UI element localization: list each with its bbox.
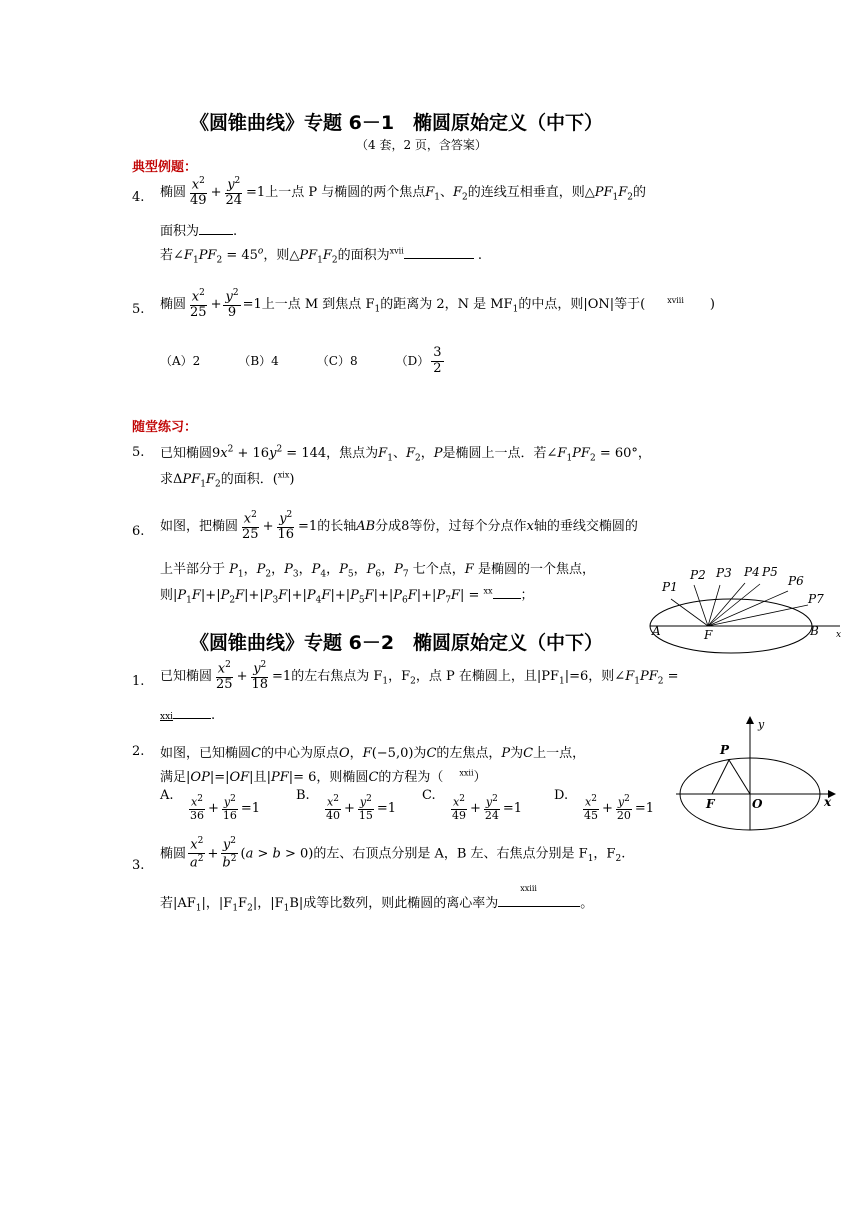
segment-pf: [712, 760, 729, 794]
section-heading-practice: 随堂练习：: [132, 420, 198, 435]
question-6-line-3: 则$|P_1F|+|P_2F|+|P_3F|+|P_4F|+|P_5F|+|P_6F|+|P_7F| = ^{xx}$ ；: [160, 586, 534, 606]
y-axis-arrow-icon: [746, 716, 754, 724]
label-p7: P7: [808, 592, 824, 606]
question-5-options: （A）2 （B）4 （C）8 （D） $\frac{3}{2}$: [160, 345, 442, 376]
label-b: B: [810, 624, 819, 638]
option-a: $\frac{x^2}{36}$ + $\frac{y^2}{16}$ =1: [190, 794, 261, 823]
label-x: x: [836, 630, 842, 640]
section-heading-examples: 典型例题：: [132, 160, 198, 175]
label-p2: P2: [690, 568, 706, 582]
question-3-line-1: 椭圆 $\frac{x^2}{a^2}$ + $\frac{y^2}{b^2}$ (a > b > 0)的左、右顶点分别是 A，B 左、右焦点分别是 $F_1$，$F_2$.: [160, 836, 626, 871]
ellipse-figure-2: [672, 712, 842, 832]
segment-po: [729, 760, 750, 794]
question-number: 1.: [132, 674, 145, 689]
label-a: A: [652, 624, 661, 638]
question-4-line-3: 若$\angle F_1PF_2 = 45^o$，则$\triangle PF_1F_2$的面积为$^{xvii}$ .: [160, 246, 483, 266]
label-f: F: [706, 797, 715, 811]
page-subtitle: （4 套，2 页，含答案）: [356, 138, 487, 152]
label-p4: P4: [744, 565, 760, 579]
question-3-line-2: 若$|AF_1|$，$|F_1F_2|$，$|F_1B|$成等比数列，则此椭圆的离心率为 xxiii 。: [160, 884, 594, 914]
question-5b-line-2: 求$\Delta PF_1F_2$的面积．($^{xix}$): [160, 470, 295, 490]
question-number: 2.: [132, 744, 145, 759]
label-p: P: [720, 743, 730, 757]
label-p5: P5: [762, 565, 778, 579]
question-1-line-1: 已知椭圆 $\frac{x^2}{25}$ + $\frac{y^2}{18}$ =1的左右焦点为 $F_1$，$F_2$，点 P 在椭圆上，且$|PF_1|=6$，则$\angle F_1PF_2$ =: [160, 660, 679, 693]
label-f: F: [704, 628, 713, 642]
question-6-line-1: 如图，把椭圆 $\frac{x^2}{25}$ + $\frac{y^2}{16}$ =1的长轴AB分成8等份，过每个分点作x轴的垂线交椭圆的: [160, 510, 638, 543]
question-2-line-2: 满足|OP|=|OF|且|PF|= 6，则椭圆C的方程为（ $^{xxii}$）: [160, 768, 487, 785]
option-d: $\frac{x^2}{45}$ + $\frac{y^2}{20}$ =1: [584, 794, 655, 823]
question-number: 6.: [132, 524, 145, 539]
label-p3: P3: [716, 566, 732, 580]
label-x: x: [824, 795, 832, 809]
focal-lines: [671, 583, 808, 626]
question-number: 5.: [132, 445, 145, 460]
option-d-label: D.: [554, 788, 569, 803]
ellipse-figure-1: [640, 555, 845, 660]
section-title-2: 《圆锥曲线》专题 6－2 椭圆原始定义（中下）: [190, 632, 604, 654]
question-4-line-2: 面积为 .: [160, 224, 238, 239]
option-c: $\frac{x^2}{49}$ + $\frac{y^2}{24}$ =1: [452, 794, 523, 823]
question-1-line-2: xxi .: [160, 708, 216, 723]
label-o: O: [752, 797, 763, 811]
label-p1: P1: [662, 580, 678, 594]
question-6-line-2: 上半部分于 $P_1$，$P_2$，$P_3$，$P_4$，$P_5$，$P_6$，$P_7$ 七个点，F 是椭圆的一个焦点，: [160, 562, 595, 580]
question-4-line-1: 椭圆 $\frac{x^2}{49}$ + $\frac{y^2}{24}$ =1上一点 P 与椭圆的两个焦点$F_1$、$F_2$的连线互相垂直，则$\triangle PF_1F_2$的: [160, 176, 647, 209]
question-5b-line-1: 已知椭圆$9x^2 + 16y^2 = 144$，焦点为$F_1$、$F_2$，P是椭圆上一点．若$\angle F_1PF_2 = 60^\circ$，: [160, 444, 651, 464]
question-number: 5.: [132, 302, 145, 317]
option-b-label: B.: [296, 788, 310, 803]
page-title: 《圆锥曲线》专题 6－1 椭圆原始定义（中下）: [190, 112, 604, 134]
question-number: 3.: [132, 858, 145, 873]
question-2-line-1: 如图，已知椭圆C的中心为原点O，F(−5,0)为C的左焦点，P为C上一点，: [160, 746, 586, 761]
label-y: y: [758, 718, 765, 731]
option-c-label: C.: [422, 788, 436, 803]
option-b: $\frac{x^2}{40}$ + $\frac{y^2}{15}$ =1: [326, 794, 397, 823]
question-2-options: A.: [160, 788, 174, 803]
question-5-line-1: 椭圆 $\frac{x^2}{25}$ + $\frac{y^2}{9}$ =1上一点 M 到焦点 $F_1$的距离为 2，N 是 $MF_1$的中点，则|ON|等于( $^{xviii}$ ): [160, 288, 715, 321]
label-p6: P6: [788, 574, 804, 588]
question-number: 4.: [132, 190, 145, 205]
